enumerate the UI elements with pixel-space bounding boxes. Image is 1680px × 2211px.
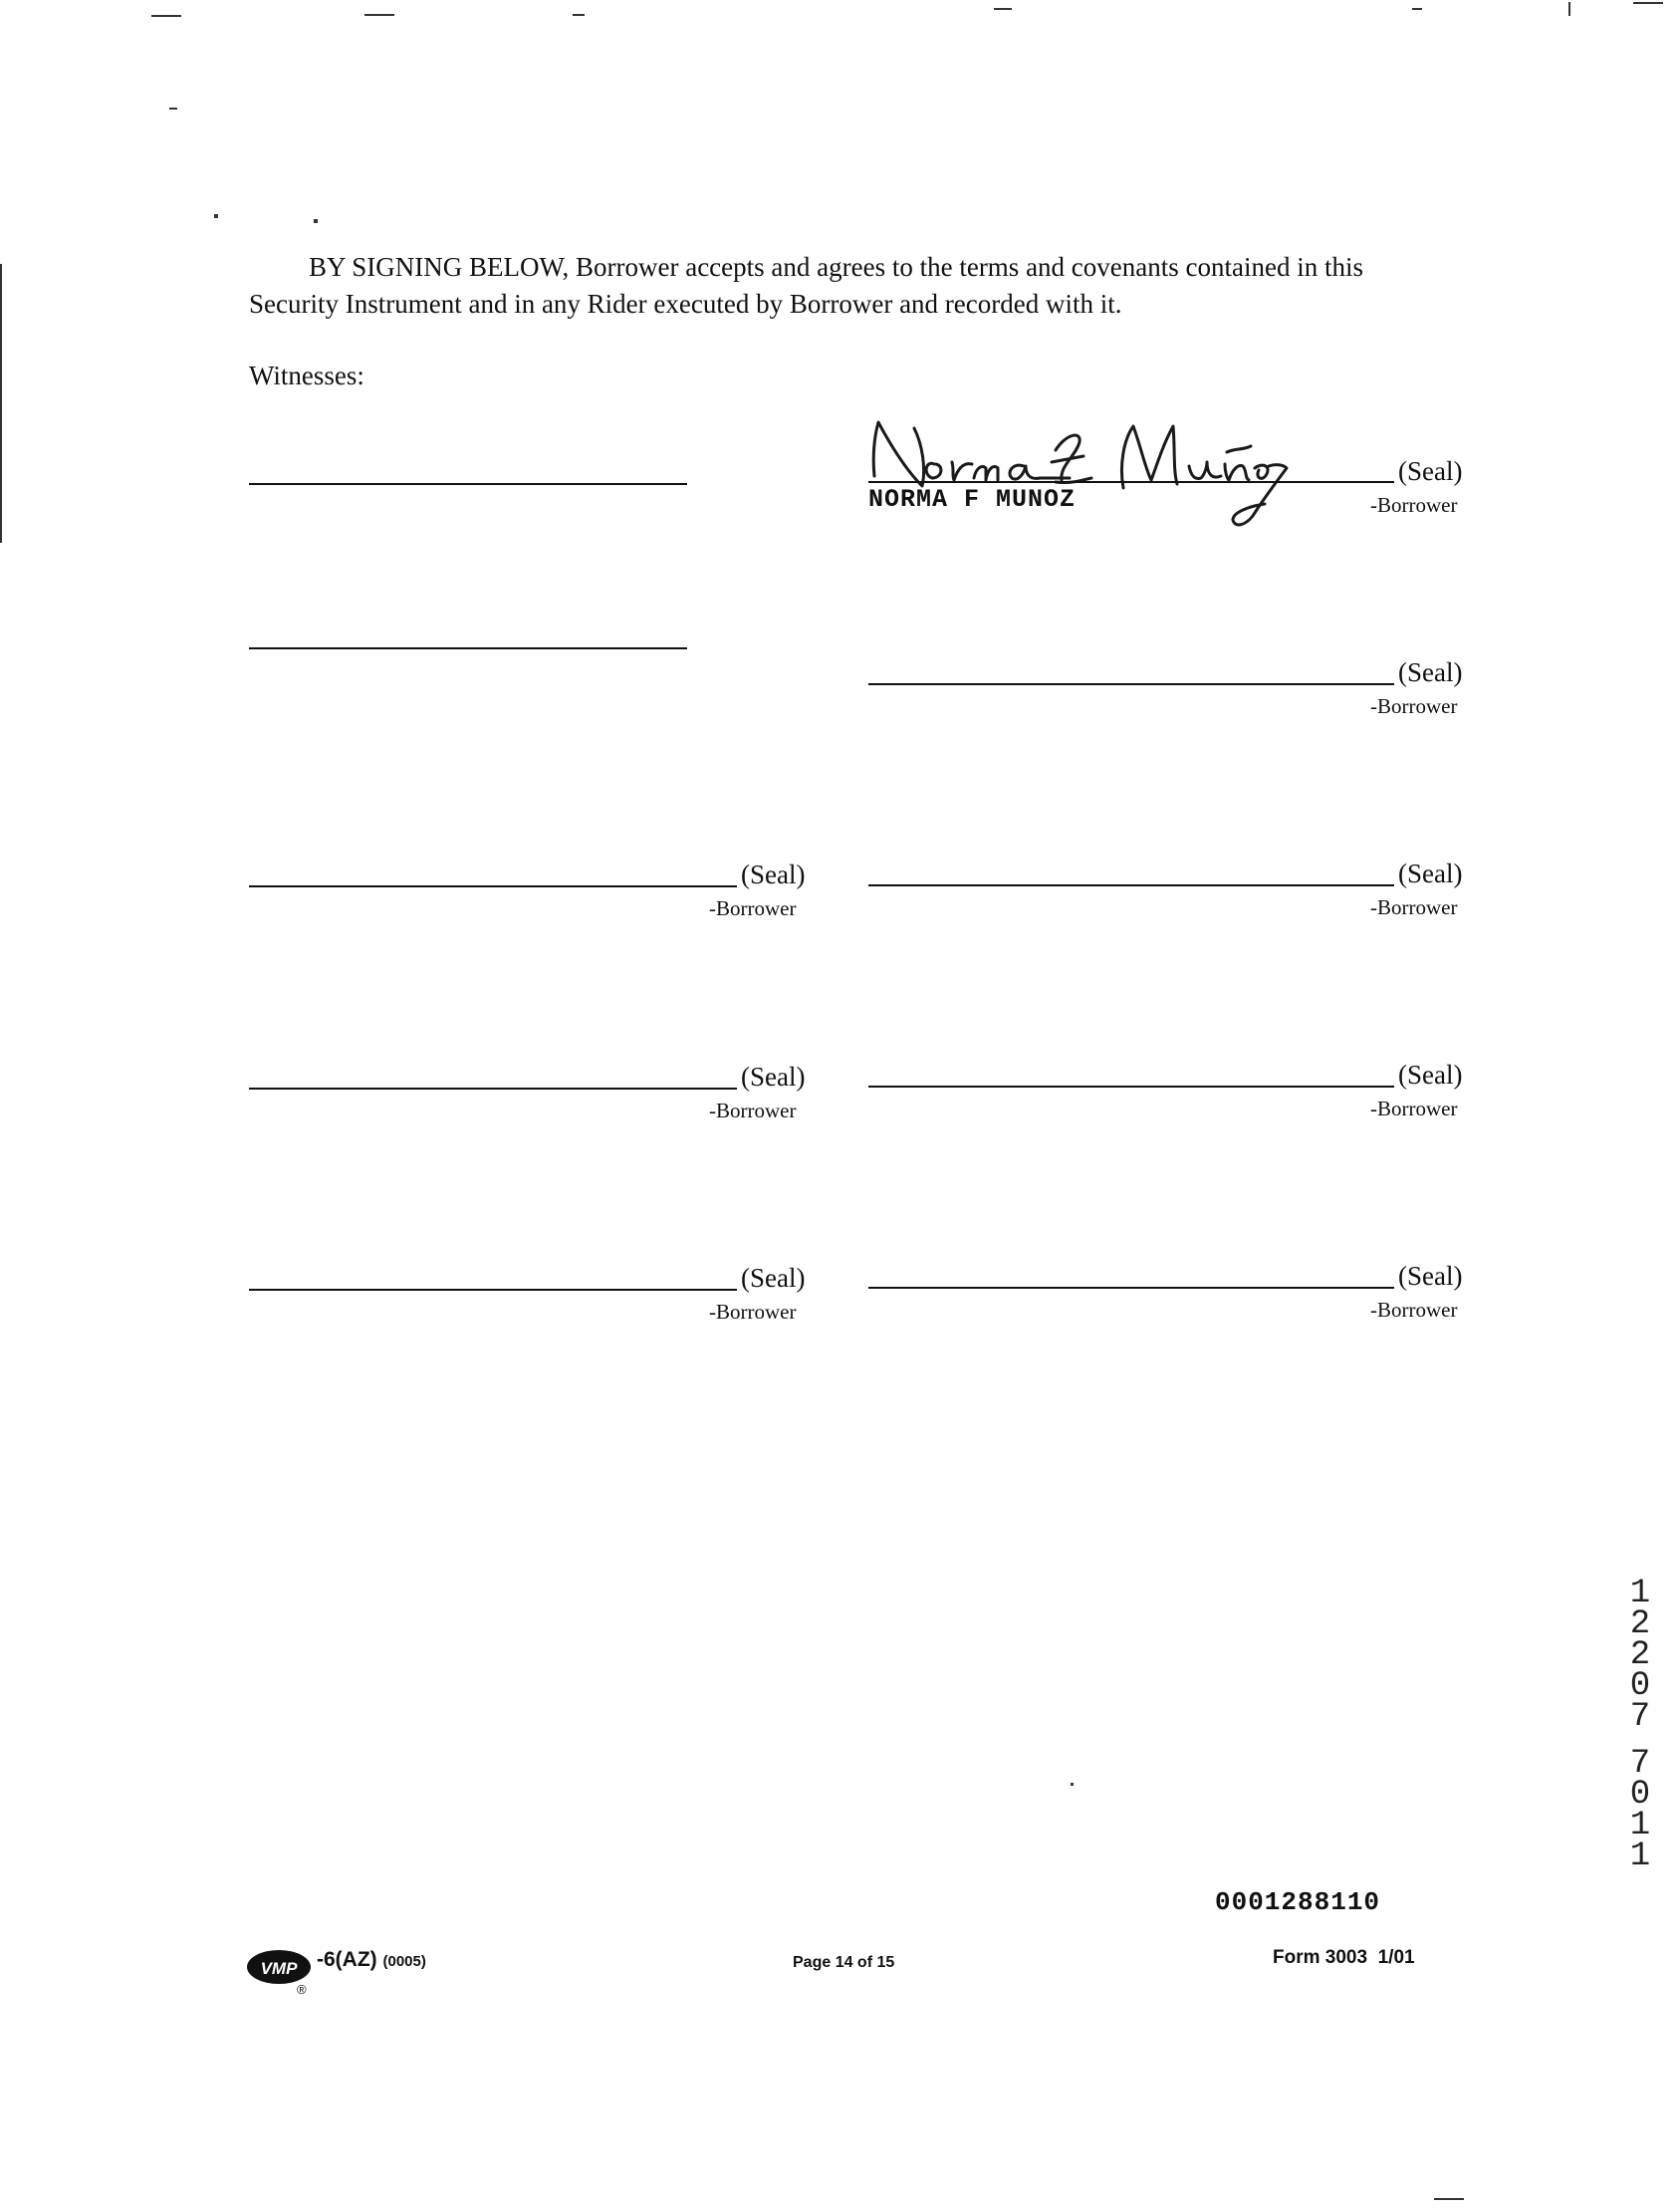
borrower-label: -Borrower (1370, 493, 1458, 517)
recording-number-stamp (1623, 1575, 1657, 1875)
form-code (317, 1948, 426, 1972)
form-number: Form 3003 1/01 (1273, 1947, 1415, 1968)
scan-speck (214, 214, 218, 218)
borrower-label: -Borrower (709, 1300, 797, 1324)
form-code-main: -6(AZ) (317, 1948, 377, 1971)
stamp-digit: 0 (1629, 1667, 1651, 1705)
stamp-digit: 1 (1629, 1838, 1651, 1875)
borrower-label: -Borrower (1370, 895, 1458, 919)
borrower-signature-line (868, 481, 1394, 483)
borrower-label: -Borrower (1370, 694, 1458, 718)
borrower-label: -Borrower (1370, 1097, 1458, 1120)
borrower-signature-line (868, 683, 1394, 685)
stamp-digit: 1 (1629, 1807, 1651, 1844)
stamp-digit: 0 (1629, 1776, 1651, 1814)
borrower-signature-line (868, 1287, 1394, 1289)
page-number: Page 14 of 15 (793, 1954, 895, 1971)
scan-speck (1434, 2198, 1464, 2200)
witnesses-label: Witnesses: (249, 361, 364, 390)
borrower-signature-line (249, 885, 737, 887)
form-code-suffix: (0005) (382, 1953, 426, 1970)
scan-speck (151, 15, 181, 17)
borrower-printed-name: NORMA F MUNOZ (868, 485, 1077, 514)
registered-mark: ® (297, 1982, 307, 1995)
seal-label: (Seal) (1398, 1261, 1463, 1291)
signing-statement-line2: Security Instrument and in any Rider executed by Borrower and recorded with it. (249, 289, 1122, 319)
seal-label: (Seal) (741, 860, 806, 889)
loan-number: 0001288110 (1215, 1887, 1381, 1917)
scan-speck (1412, 8, 1422, 10)
stamp-digit: 1 (1629, 1575, 1651, 1612)
borrower-label: -Borrower (709, 1099, 797, 1122)
handwritten-signature (856, 408, 1315, 548)
borrower-label: -Borrower (709, 896, 797, 920)
scan-speck (994, 8, 1012, 10)
scan-speck (1568, 2, 1570, 16)
stamp-digit: 7 (1629, 1745, 1651, 1783)
seal-label: (Seal) (1398, 657, 1463, 687)
seal-label: (Seal) (1398, 859, 1463, 888)
seal-label: (Seal) (741, 1062, 806, 1092)
signing-statement (249, 249, 1464, 323)
borrower-signature-line (868, 884, 1394, 886)
stamp-digit: 7 (1629, 1698, 1651, 1736)
borrower-signature-line (868, 1086, 1394, 1088)
stamp-digit: 2 (1629, 1636, 1651, 1674)
scan-speck (573, 14, 585, 16)
vmp-logo-icon (245, 1947, 319, 1995)
scan-speck (1633, 2, 1663, 4)
signing-statement-line1: Borrower accepts and agrees to the terms and covenants contained in this (576, 252, 1363, 282)
stamp-digit: 2 (1629, 1605, 1651, 1643)
scan-speck (1071, 1783, 1074, 1786)
scan-speck (0, 264, 2, 543)
seal-label: (Seal) (741, 1263, 806, 1293)
signing-statement-lead: BY SIGNING BELOW, (309, 252, 570, 282)
seal-label: (Seal) (1398, 456, 1463, 486)
witness-signature-line (249, 647, 687, 649)
borrower-signature-line (249, 1289, 737, 1291)
seal-label: (Seal) (1398, 1060, 1463, 1090)
vmp-logo-text: VMP (260, 1959, 298, 1978)
scan-speck (364, 14, 394, 16)
scan-speck (169, 108, 177, 110)
borrower-signature-line (249, 1088, 737, 1090)
witness-signature-line (249, 483, 687, 485)
borrower-label: -Borrower (1370, 1298, 1458, 1322)
scan-speck (314, 219, 318, 223)
